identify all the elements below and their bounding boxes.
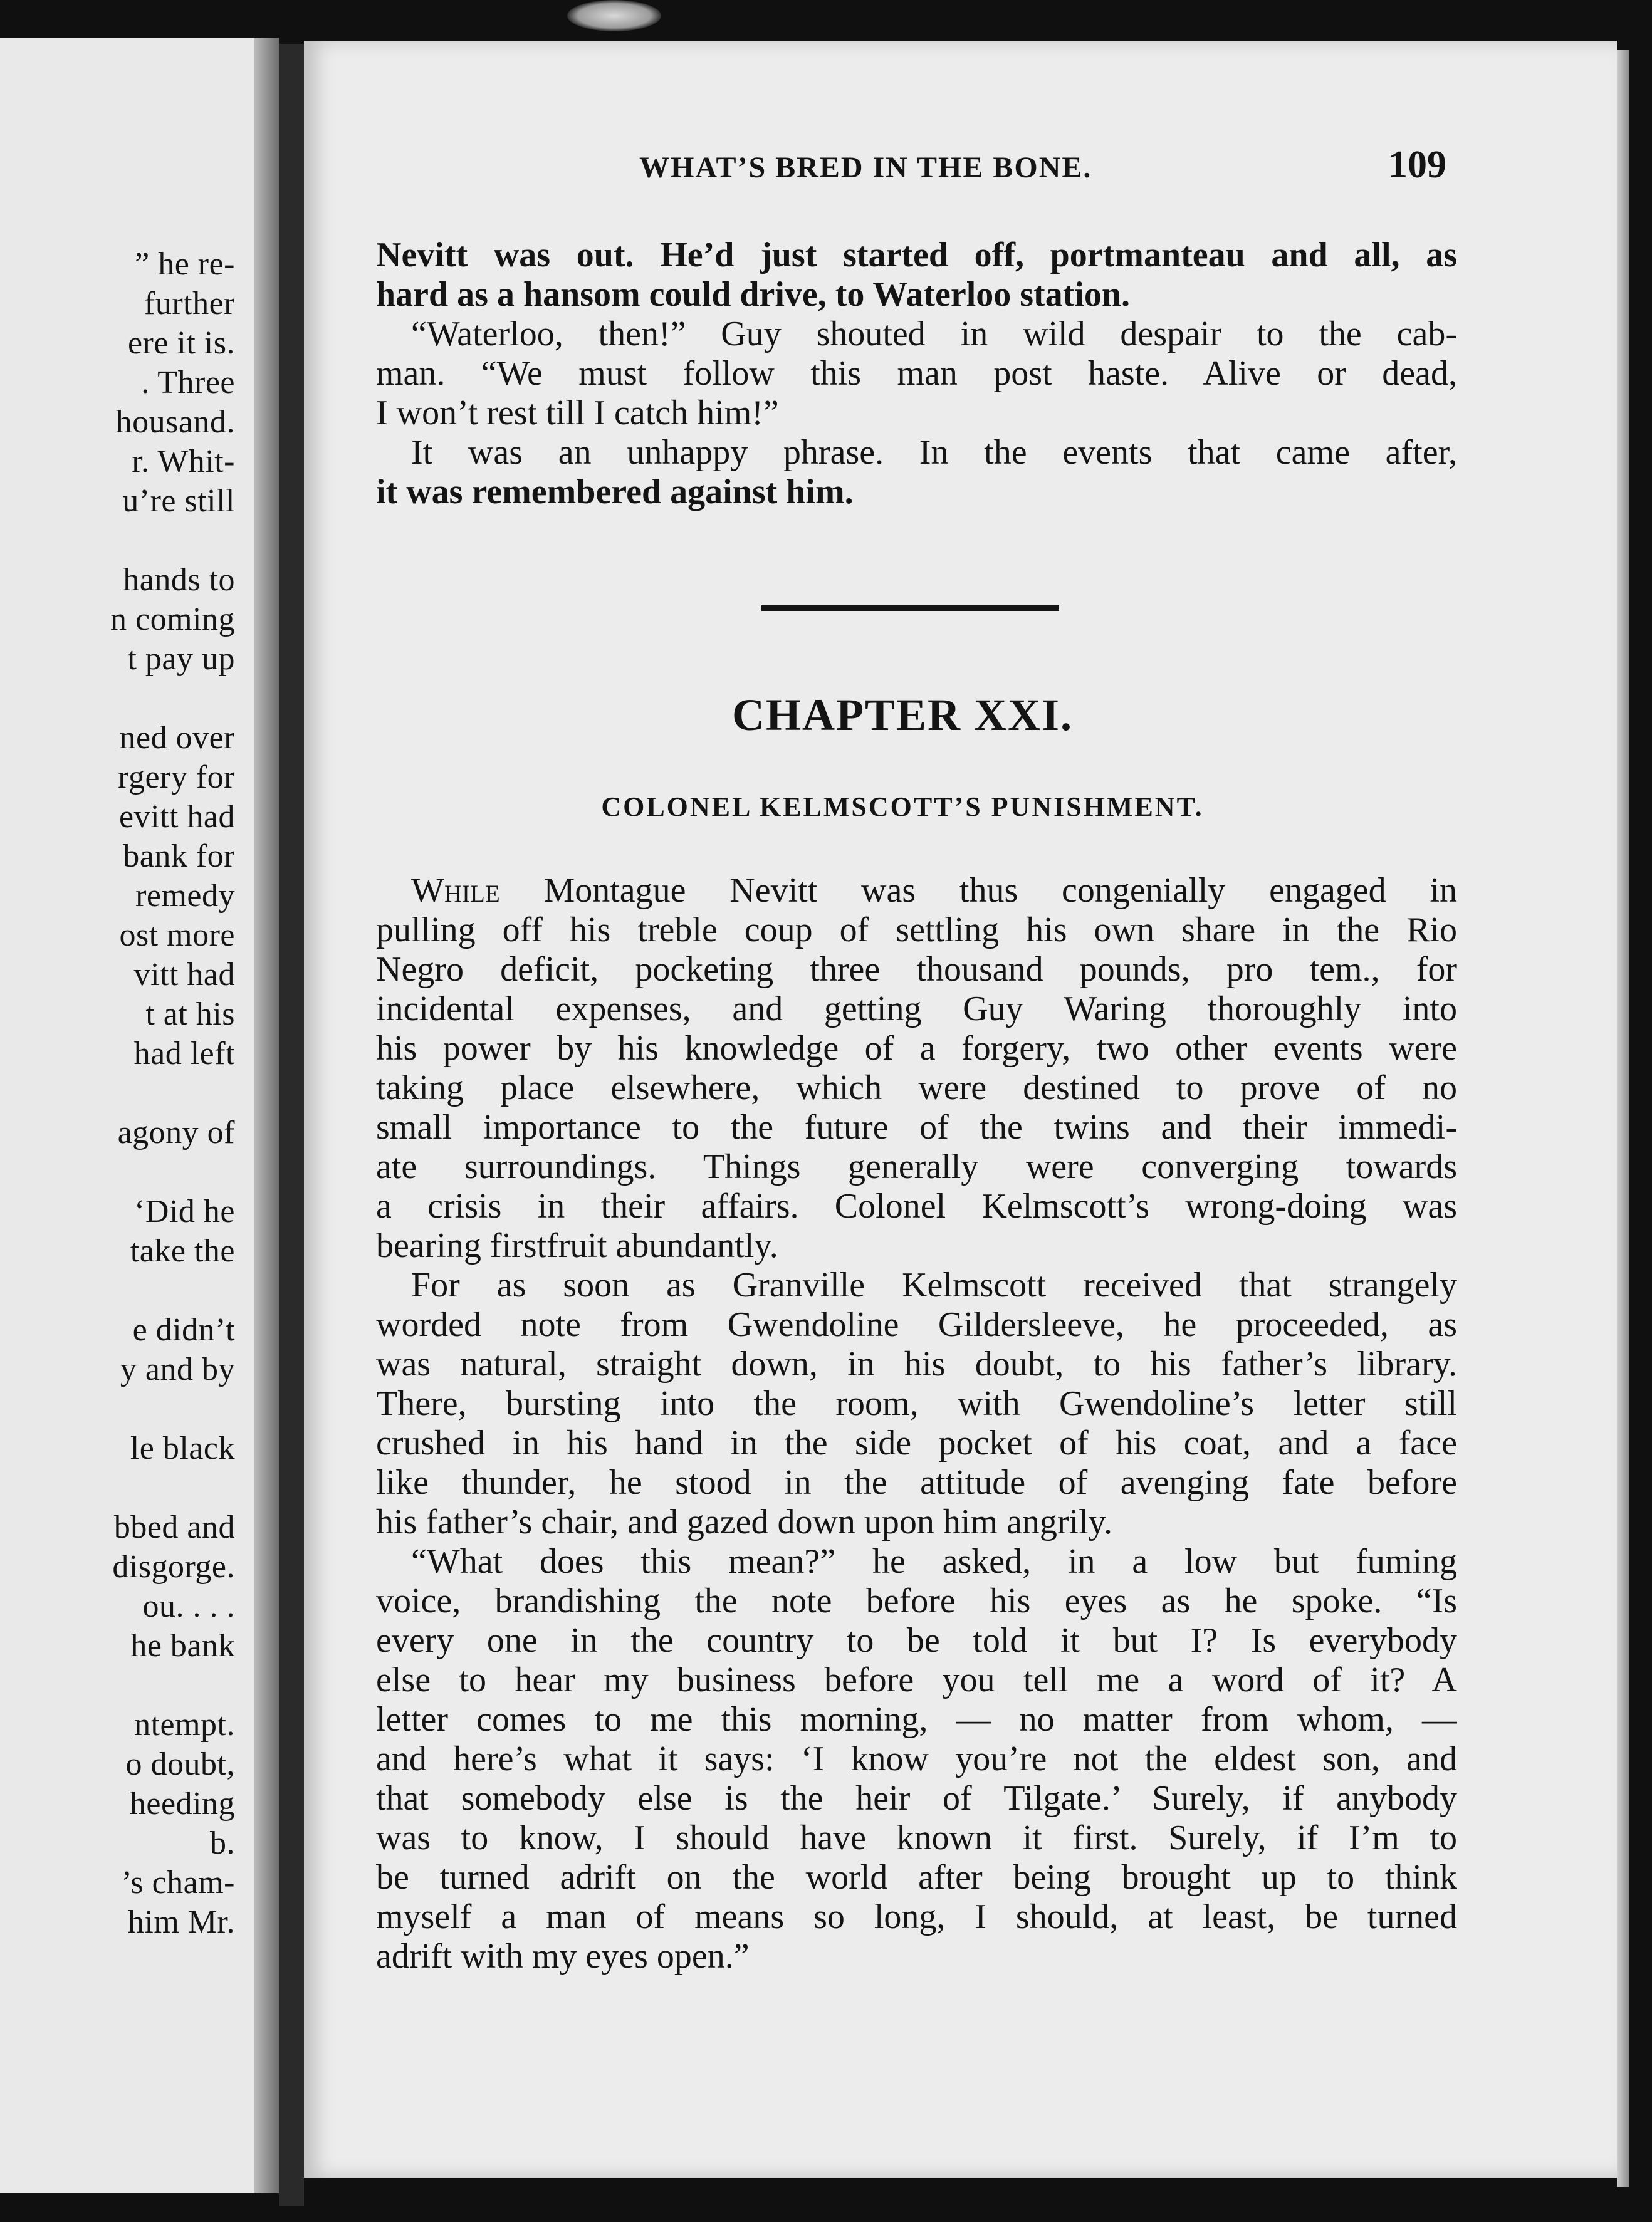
text-line: For as soon as Granville Kelmscott received that strangely	[411, 1266, 1457, 1305]
text-line: hard as a hansom could drive, to Waterloo station.	[376, 275, 1131, 314]
text-line: adrift with my eyes open.”	[376, 1937, 750, 1976]
previous-page-line: b.	[210, 1825, 235, 1861]
text-line: and here’s what it says: ‘I know you’re not the eldest son, and	[376, 1740, 1457, 1778]
previous-page-line: t at his	[145, 996, 235, 1032]
chapter-body	[376, 871, 1457, 1976]
previous-page-line: o doubt,	[125, 1746, 235, 1782]
chapter-subtitle: COLONEL KELMSCOTT’S PUNISHMENT.	[601, 791, 1204, 822]
previous-page-line: further	[144, 286, 235, 321]
text-line: voice, brandishing the note before his eyes as he spoke. “Is	[376, 1582, 1457, 1620]
text-line: his power by his knowledge of a forgery, two other events were	[376, 1029, 1457, 1068]
text-line: incidental expenses, and getting Guy Waring thoroughly into	[376, 989, 1457, 1028]
previous-page-line: n coming	[110, 602, 235, 637]
previous-page-line	[9, 1468, 235, 1508]
text-line: letter comes to me this morning, — no matter from whom, —	[376, 1700, 1457, 1739]
previous-page-line: remedy	[135, 878, 235, 914]
text-line: I won’t rest till I catch him!”	[376, 394, 779, 432]
previous-page-line: ere it is.	[127, 325, 235, 361]
text-line: myself a man of means so long, I should, at least, be turned	[376, 1897, 1457, 1936]
text-line: “Waterloo, then!” Guy shouted in wild despair to the cab-	[411, 315, 1457, 353]
previous-page-line: t pay up	[127, 641, 235, 677]
text-line: like thunder, he stood in the attitude of avenging fate before	[376, 1463, 1457, 1502]
previous-page-line: heeding	[129, 1786, 235, 1822]
previous-page-line: agony of	[117, 1115, 235, 1150]
text-line: was natural, straight down, in his doubt, to his father’s library.	[376, 1345, 1457, 1384]
first-line-text: Montague Nevitt was thus congenially engaged in	[499, 871, 1457, 910]
previous-page-line: y and by	[120, 1352, 235, 1387]
chapter-title: CHAPTER XXI.	[731, 690, 1074, 740]
text-line: pulling off his treble coup of settling his own share in the Rio	[376, 910, 1457, 949]
previous-page-line: ‘Did he	[134, 1194, 235, 1229]
previous-page-line: e didn’t	[132, 1312, 235, 1348]
previous-page-line: evitt had	[118, 799, 235, 835]
text-line: a crisis in their affairs. Colonel Kelmscott’s wrong-doing was	[376, 1187, 1457, 1226]
previous-page-line: vitt had	[133, 957, 235, 993]
previous-page-line: hands to	[123, 562, 235, 598]
previous-page-line: him Mr.	[127, 1904, 235, 1940]
previous-page-line: ou. . . .	[142, 1588, 235, 1624]
text-line: “What does this mean?” he asked, in a low but fuming	[411, 1542, 1457, 1581]
text-line	[376, 871, 1457, 910]
text-line: Negro deficit, pocketing three thousand pounds, pro tem., for	[376, 950, 1457, 989]
previous-page-line: ” he re-	[135, 246, 235, 282]
previous-page-line	[9, 1666, 235, 1705]
previous-page-line: . Three	[141, 365, 235, 400]
previous-page-line: take the	[130, 1233, 235, 1269]
previous-page-line: le black	[130, 1431, 235, 1466]
page-number: 109	[1388, 143, 1446, 186]
previous-page-line	[9, 1271, 235, 1310]
top-text-block	[376, 236, 1457, 512]
body-lines	[376, 910, 1457, 1976]
text-line: man. “We must follow this man post haste. Alive or dead,	[376, 354, 1457, 393]
previous-page-line	[9, 1073, 235, 1113]
text-line: bearing firstfruit abundantly.	[376, 1226, 778, 1265]
previous-page	[0, 38, 254, 2193]
book-gutter	[279, 44, 304, 2206]
previous-page-line: rgery for	[118, 759, 235, 795]
text-line: was to know, I should have known it first. Surely, if I’m to	[376, 1818, 1457, 1857]
text-line: that somebody else is the heir of Tilgate.’ Surely, if anybody	[376, 1779, 1457, 1818]
previous-page-text	[9, 244, 235, 1942]
text-line: be turned adrift on the world after being brought up to think	[376, 1858, 1457, 1897]
drop-word: While	[411, 871, 500, 910]
text-line: taking place elsewhere, which were destined to prove of no	[376, 1068, 1457, 1107]
text-line: it was remembered against him.	[376, 472, 854, 511]
previous-page-line	[9, 521, 235, 560]
previous-page-line: housand.	[115, 404, 235, 440]
section-rule	[761, 605, 1059, 611]
previous-page-line: bank for	[123, 838, 235, 874]
text-line: every one in the country to be told it but I? Is everybody	[376, 1621, 1457, 1660]
previous-page-line: disgorge.	[112, 1549, 235, 1585]
running-head: WHAT’S BRED IN THE BONE.	[639, 151, 1092, 184]
text-line: small importance to the future of the twins and their immedi-	[376, 1108, 1457, 1147]
text-line: worded note from Gwendoline Gildersleeve, he proceeded, as	[376, 1305, 1457, 1344]
text-line: Nevitt was out. He’d just started off, portmanteau and all, as	[376, 236, 1457, 274]
text-line: his father’s chair, and gazed down upon him angrily.	[376, 1503, 1112, 1541]
text-line: crushed in his hand in the side pocket of his coat, and a face	[376, 1424, 1457, 1463]
previous-page-line: bbed and	[113, 1510, 235, 1545]
page-curl-shadow	[254, 38, 279, 2193]
previous-page-line: ned over	[119, 720, 235, 756]
previous-page-line: ntempt.	[134, 1707, 235, 1743]
previous-page-line	[9, 1152, 235, 1192]
text-line: else to hear my business before you tell me a word of it? A	[376, 1661, 1457, 1699]
previous-page-line: u’re still	[122, 483, 235, 519]
page-edge	[1617, 50, 1629, 2187]
text-line: ate surroundings. Things generally were converging towards	[376, 1147, 1457, 1186]
scan-blot	[567, 0, 661, 31]
previous-page-line: had left	[133, 1036, 235, 1072]
previous-page-line: ’s cham-	[121, 1865, 235, 1901]
text-line: It was an unhappy phrase. In the events that came after,	[411, 433, 1457, 472]
previous-page-line: r. Whit-	[132, 444, 235, 479]
previous-page-line: he bank	[130, 1628, 235, 1664]
previous-page-line	[9, 1389, 235, 1429]
text-line: There, bursting into the room, with Gwendoline’s letter still	[376, 1384, 1457, 1423]
previous-page-line: ost more	[119, 917, 235, 953]
